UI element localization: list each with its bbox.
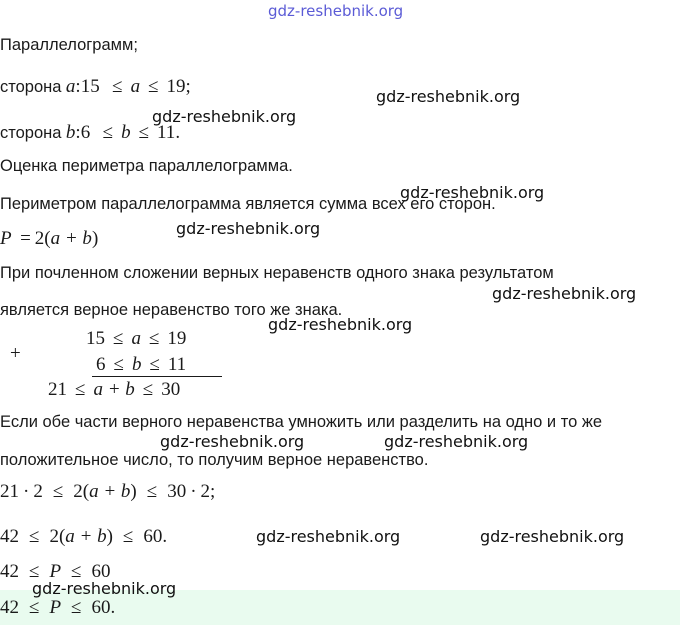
formula-perimeter: P = 2(a + b) [0, 228, 99, 249]
watermark-top: gdz-reshebnik.org [268, 2, 404, 20]
text-rule1a: При почленном сложении верных неравенств одного знака результатом [0, 264, 554, 282]
ineq-times-two: 21 · 2 ≤ 2(a + b) ≤ 30 · 2; [0, 481, 216, 502]
ineq-sum: 21 ≤ a + b ≤ 30 [48, 379, 181, 400]
text-rule2b: положительное число, то получим верное неравенство. [0, 451, 429, 469]
text-perimeter: Периметром параллелограмма является сумма всех его сторон. [0, 195, 496, 213]
sum-line [92, 376, 222, 377]
watermark: gdz-reshebnik.org [256, 527, 401, 546]
watermark: gdz-reshebnik.org [152, 107, 297, 126]
side-a-line: сторона a:15 ≤ a ≤ 19; [0, 76, 191, 97]
watermark: gdz-reshebnik.org [32, 579, 177, 598]
watermark: gdz-reshebnik.org [400, 183, 545, 202]
side-b-line: сторона b:6 ≤ b ≤ 11. [0, 122, 181, 143]
text-rule2a: Если обе части верного неравенства умножить или разделить на одно и то же [0, 413, 603, 431]
text-rule1b: является верное неравенство того же знака. [0, 301, 343, 319]
watermark: gdz-reshebnik.org [160, 432, 305, 451]
watermark: gdz-reshebnik.org [480, 527, 625, 546]
ineq-b: 6 ≤ b ≤ 11 [96, 354, 187, 375]
ineq-42-60: 42 ≤ 2(a + b) ≤ 60. [0, 526, 168, 547]
side-label: сторона [0, 78, 62, 96]
text-parallelogram: Параллелограмм; [0, 36, 138, 54]
watermark: gdz-reshebnik.org [268, 315, 413, 334]
ineq-p: 42 ≤ P ≤ 60 [0, 561, 111, 582]
answer-ineq: 42 ≤ P ≤ 60. [0, 597, 116, 618]
watermark: gdz-reshebnik.org [384, 432, 529, 451]
ineq-a: 15 ≤ a ≤ 19 [86, 328, 187, 349]
watermark: gdz-reshebnik.org [176, 219, 321, 238]
text-estimate: Оценка периметра параллелограмма. [0, 157, 293, 175]
watermark: gdz-reshebnik.org [492, 284, 637, 303]
watermark: gdz-reshebnik.org [376, 87, 521, 106]
plus-sign: + [10, 343, 21, 364]
